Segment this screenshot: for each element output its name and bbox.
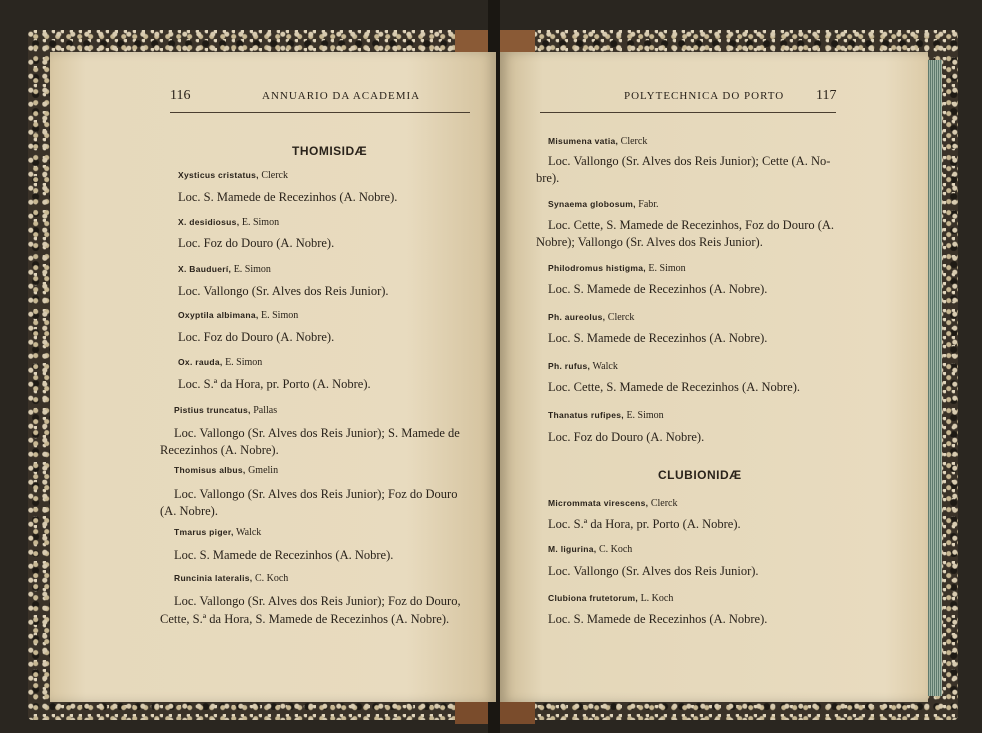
- species-name: Xysticus cristatus, Clerck: [178, 170, 288, 181]
- locality: Recezinhos (A. Nobre).: [160, 443, 279, 457]
- family-heading: CLUBIONIDÆ: [658, 468, 742, 482]
- locality: Loc. Vallongo (Sr. Alves dos Reis Junior); Foz do Douro,: [174, 594, 461, 608]
- header-rule: [540, 112, 836, 113]
- species-name: Micrommata virescens, Clerck: [548, 498, 678, 509]
- locality: Loc. Vallongo (Sr. Alves dos Reis Junior).: [548, 564, 759, 578]
- species-name: Ox. rauda, E. Simon: [178, 357, 263, 368]
- locality: Loc. Foz do Douro (A. Nobre).: [548, 430, 705, 444]
- locality: Loc. Vallongo (Sr. Alves dos Reis Junior); Cette (A. No-: [548, 154, 831, 168]
- species-name: Thomisus albus, Gmelin: [174, 465, 279, 476]
- species-name: Thanatus rufipes, E. Simon: [548, 410, 664, 421]
- locality: Nobre); Vallongo (Sr. Alves dos Reis Junior).: [536, 235, 763, 249]
- locality: Loc. S. Mamede de Recezinhos (A. Nobre).: [548, 282, 768, 296]
- page-number: 116: [170, 88, 191, 103]
- locality: bre).: [536, 171, 560, 185]
- locality: Loc. Vallongo (Sr. Alves dos Reis Junior).: [178, 284, 389, 298]
- family-heading: THOMISIDÆ: [292, 144, 368, 158]
- species-name: Ph. rufus, Walck: [548, 361, 618, 372]
- locality: Loc. Vallongo (Sr. Alves dos Reis Junior); Foz do Douro: [174, 487, 458, 501]
- species-name: Runcinia lateralis, C. Koch: [174, 573, 289, 584]
- locality: Loc. S.ª da Hora, pr. Porto (A. Nobre).: [178, 377, 371, 391]
- running-head: POLYTECHNICA DO PORTO: [624, 90, 785, 102]
- locality: Loc. Foz do Douro (A. Nobre).: [178, 330, 335, 344]
- species-name: Clubiona frutetorum, L. Koch: [548, 593, 674, 604]
- header-rule: [170, 112, 470, 113]
- species-name: Oxyptila albimana, E. Simon: [178, 310, 299, 321]
- locality: Cette, S.ª da Hora, S. Mamede de Recezinhos (A. Nobre).: [160, 612, 450, 626]
- species-name: Tmarus piger, Walck: [174, 527, 262, 538]
- species-name: Pistius truncatus, Pallas: [174, 405, 278, 416]
- locality: Loc. S. Mamede de Recezinhos (A. Nobre).: [548, 612, 768, 626]
- locality: Loc. S.ª da Hora, pr. Porto (A. Nobre).: [548, 517, 741, 531]
- species-name: Ph. aureolus, Clerck: [548, 312, 635, 323]
- locality: Loc. Cette, S. Mamede de Recezinhos (A. Nobre).: [548, 380, 801, 394]
- species-name: M. ligurina, C. Koch: [548, 544, 633, 555]
- locality: Loc. S. Mamede de Recezinhos (A. Nobre).: [174, 548, 394, 562]
- species-name: Synaema globosum, Fabr.: [548, 199, 659, 210]
- locality: Loc. Cette, S. Mamede de Recezinhos, Foz do Douro (A.: [548, 218, 835, 232]
- locality: Loc. Foz do Douro (A. Nobre).: [178, 236, 335, 250]
- species-name: Misumena vatia, Clerck: [548, 136, 648, 147]
- species-name: X. Bauduerí, E. Simon: [178, 264, 271, 275]
- locality: Loc. Vallongo (Sr. Alves dos Reis Junior); S. Mamede de: [174, 426, 460, 440]
- page-number: 117: [816, 88, 837, 103]
- running-head: ANNUARIO DA ACADEMIA: [262, 90, 421, 102]
- species-name: X. desidiosus, E. Simon: [178, 217, 280, 228]
- locality: (A. Nobre).: [160, 504, 218, 518]
- page-edges: [928, 60, 942, 696]
- locality: Loc. S. Mamede de Recezinhos (A. Nobre).: [178, 190, 398, 204]
- right-page: [500, 52, 928, 702]
- left-page: [50, 52, 496, 702]
- locality: Loc. S. Mamede de Recezinhos (A. Nobre).: [548, 331, 768, 345]
- species-name: Philodromus histigma, E. Simon: [548, 263, 686, 274]
